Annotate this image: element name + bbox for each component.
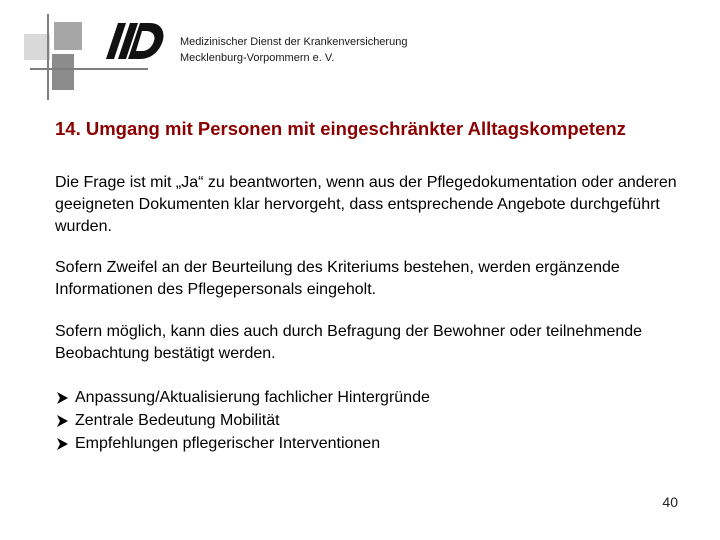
org-line-1: Medizinischer Dienst der Krankenversicherung	[180, 36, 408, 48]
paragraph-2: Sofern Zweifel an der Beurteilung des Kriteriums bestehen, werden ergänzende Informationen des Pflegepersonals eingeholt.	[55, 259, 620, 298]
bullet-text: Empfehlungen pflegerischer Interventionen	[75, 435, 381, 452]
decor-square-mid	[54, 22, 82, 50]
arrow-bullet-icon	[55, 437, 69, 451]
bullet-item	[55, 409, 430, 432]
arrow-bullet-icon	[55, 414, 69, 428]
mdk-logo-icon	[106, 19, 164, 63]
slide-title: 14. Umgang mit Personen mit eingeschränkter Alltagskompetenz	[55, 118, 626, 139]
bullet-text: Zentrale Bedeutung Mobilität	[75, 412, 280, 429]
bullet-text: Anpassung/Aktualisierung fachlicher Hintergründe	[75, 389, 430, 406]
bullet-item	[55, 432, 430, 455]
arrow-bullet-icon	[55, 391, 69, 405]
decor-line-horizontal	[30, 68, 148, 70]
paragraph-1: Die Frage ist mit „Ja“ zu beantworten, wenn aus der Pflegedokumentation oder anderen geeigneten Dokumenten klar hervorgeht, dass entsprechende Angebote durchgeführt wurden.	[55, 174, 677, 235]
organization-name	[180, 34, 407, 66]
org-line-2: Mecklenburg-Vorpommern e. V.	[180, 52, 335, 64]
decor-line-vertical	[47, 14, 49, 100]
decor-square-dark	[52, 54, 74, 90]
page-number: 40	[662, 494, 678, 510]
paragraph-3: Sofern möglich, kann dies auch durch Befragung der Bewohner oder teilnehmende Beobachtung bestätigt werden.	[55, 323, 643, 362]
bullet-item	[55, 386, 430, 409]
bullet-list	[55, 386, 430, 455]
